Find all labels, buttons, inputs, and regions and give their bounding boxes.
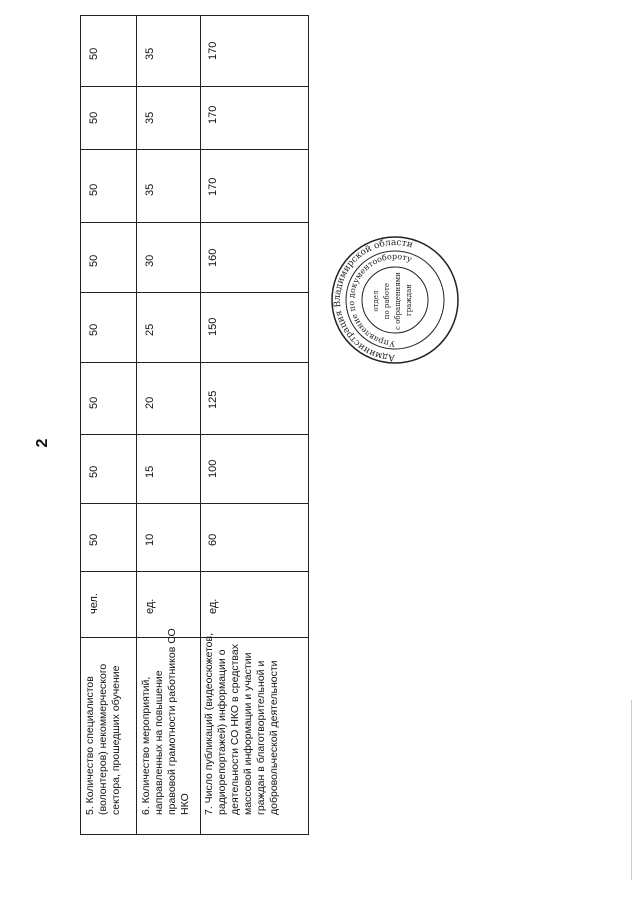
value-cell: 30	[144, 254, 156, 267]
value-cell: 50	[88, 47, 100, 60]
value-cell: 60	[207, 533, 219, 546]
stamp-outer-text: Администрация Владимирской области	[332, 237, 414, 363]
row-label: 5. Количество специалистов (волонтеров) некоммерческого сектора, прошедших обучение	[84, 663, 122, 815]
value-cell: 50	[88, 533, 100, 546]
value-cell: 20	[144, 396, 156, 409]
scan-edge-line	[631, 700, 632, 880]
value-cell: 170	[207, 41, 219, 60]
page-number: 2	[34, 438, 51, 448]
value-cell: 25	[144, 323, 156, 336]
stamp-ring-text: Управление по документообороту	[346, 251, 414, 349]
value-cell: 150	[207, 317, 219, 336]
value-cell: 50	[88, 254, 100, 267]
row-label: 6. Количество мероприятий, направленных на повышение правовой грамотности работников СО НКО	[140, 628, 191, 815]
value-cell: 15	[144, 465, 156, 478]
unit-cell: чел.	[88, 593, 100, 614]
row-label: 7. Число публикаций (видеосюжетов, радиорепортажей) информации о деятельности СО НКО в средствах массовой информации и участии граждан в благотворительной и добровольческой деятельности	[203, 633, 280, 815]
value-cell: 170	[207, 105, 219, 124]
value-cell: 35	[144, 47, 156, 60]
value-cell: 35	[144, 183, 156, 196]
stamp-center-text: отдел по работе с обращениями граждан	[372, 272, 413, 330]
value-cell: 50	[88, 111, 100, 124]
value-cell: 125	[207, 390, 219, 409]
value-cell: 50	[88, 396, 100, 409]
value-cell: 10	[144, 533, 156, 546]
value-cell: 35	[144, 111, 156, 124]
value-cell: 170	[207, 177, 219, 196]
value-cell: 50	[88, 323, 100, 336]
unit-cell: ед.	[144, 598, 156, 614]
value-cell: 50	[88, 183, 100, 196]
unit-cell: ед.	[207, 598, 219, 614]
value-cell: 160	[207, 248, 219, 267]
value-cell: 100	[207, 459, 219, 478]
value-cell: 50	[88, 465, 100, 478]
official-stamp	[330, 235, 460, 365]
